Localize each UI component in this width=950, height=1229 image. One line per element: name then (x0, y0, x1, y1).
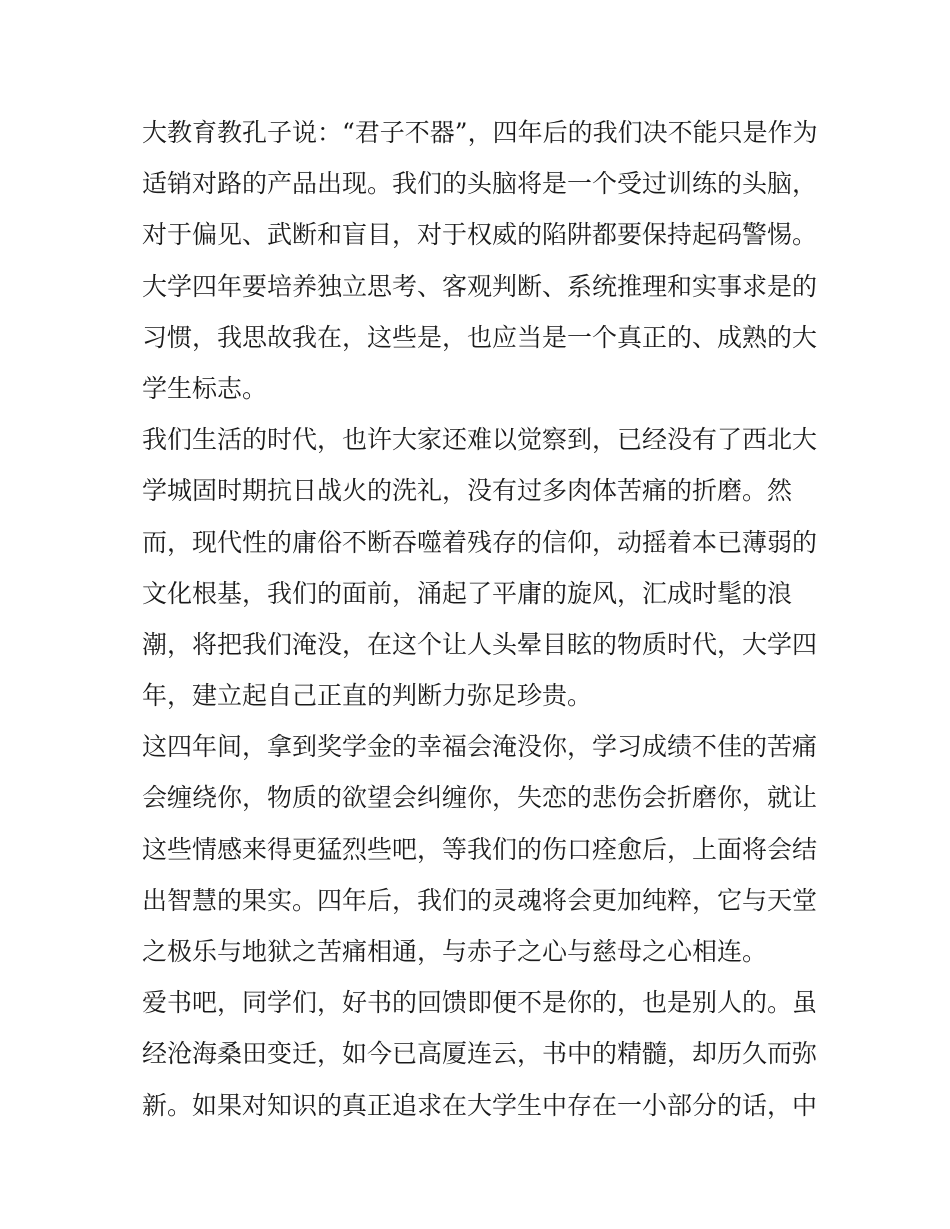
text-line: 大教育教孔子说：“君子不器”，四年后的我们决不能只是作为 (142, 118, 818, 147)
text-line: 爱书吧，同学们，好书的回馈即便不是你的，也是别人的。虽 (142, 988, 818, 1018)
text-line: 文化根基，我们的面前，涌起了平庸的旋风，汇成时髦的浪 (142, 578, 793, 608)
text-line: 出智慧的果实。四年后，我们的灵魂将会更加纯粹，它与天堂 (142, 885, 818, 915)
text-line: 年，建立起自己正直的判断力弥足珍贵。 (142, 681, 593, 711)
text-line: 习惯，我思故我在，这些是，也应当是一个真正的、成熟的大 (142, 322, 818, 352)
text-line: 学生标志。 (142, 373, 268, 403)
text-line: 而，现代性的庸俗不断吞噬着残存的信仰，动摇着本已薄弱的 (142, 527, 818, 557)
body-text (142, 107, 822, 1131)
text-line: 经沧海桑田变迁，如今已高厦连云，书中的精髓，却历久而弥 (142, 1039, 818, 1069)
text-line: 对于偏见、武断和盲目，对于权威的陷阱都要保持起码警惕。 (142, 220, 818, 250)
text-line: 会缠绕你，物质的欲望会纠缠你，失恋的悲伤会折磨你，就让 (142, 783, 818, 813)
text-line: 这四年间，拿到奖学金的幸福会淹没你，学习成绩不佳的苦痛 (142, 732, 818, 762)
text-line: 之极乐与地狱之苦痛相通，与赤子之心与慈母之心相连。 (142, 937, 768, 966)
text-line: 潮，将把我们淹没，在这个让人头晕目眩的物质时代，大学四 (142, 629, 818, 659)
text-line: 新。如果对知识的真正追求在大学生中存在一小部分的话，中 (142, 1090, 818, 1120)
text-line: 学城固时期抗日战火的洗礼，没有过多肉体苦痛的折磨。然 (142, 476, 793, 506)
text-line: 适销对路的产品出现。我们的头脑将是一个受过训练的头脑， (142, 169, 818, 199)
text-line: 这些情感来得更猛烈些吧，等我们的伤口痊愈后，上面将会结 (142, 834, 818, 864)
text-line: 我们生活的时代，也许大家还难以觉察到，已经没有了西北大 (142, 425, 818, 455)
text-line: 大学四年要培养独立思考、客观判断、系统推理和实事求是的 (142, 271, 818, 301)
